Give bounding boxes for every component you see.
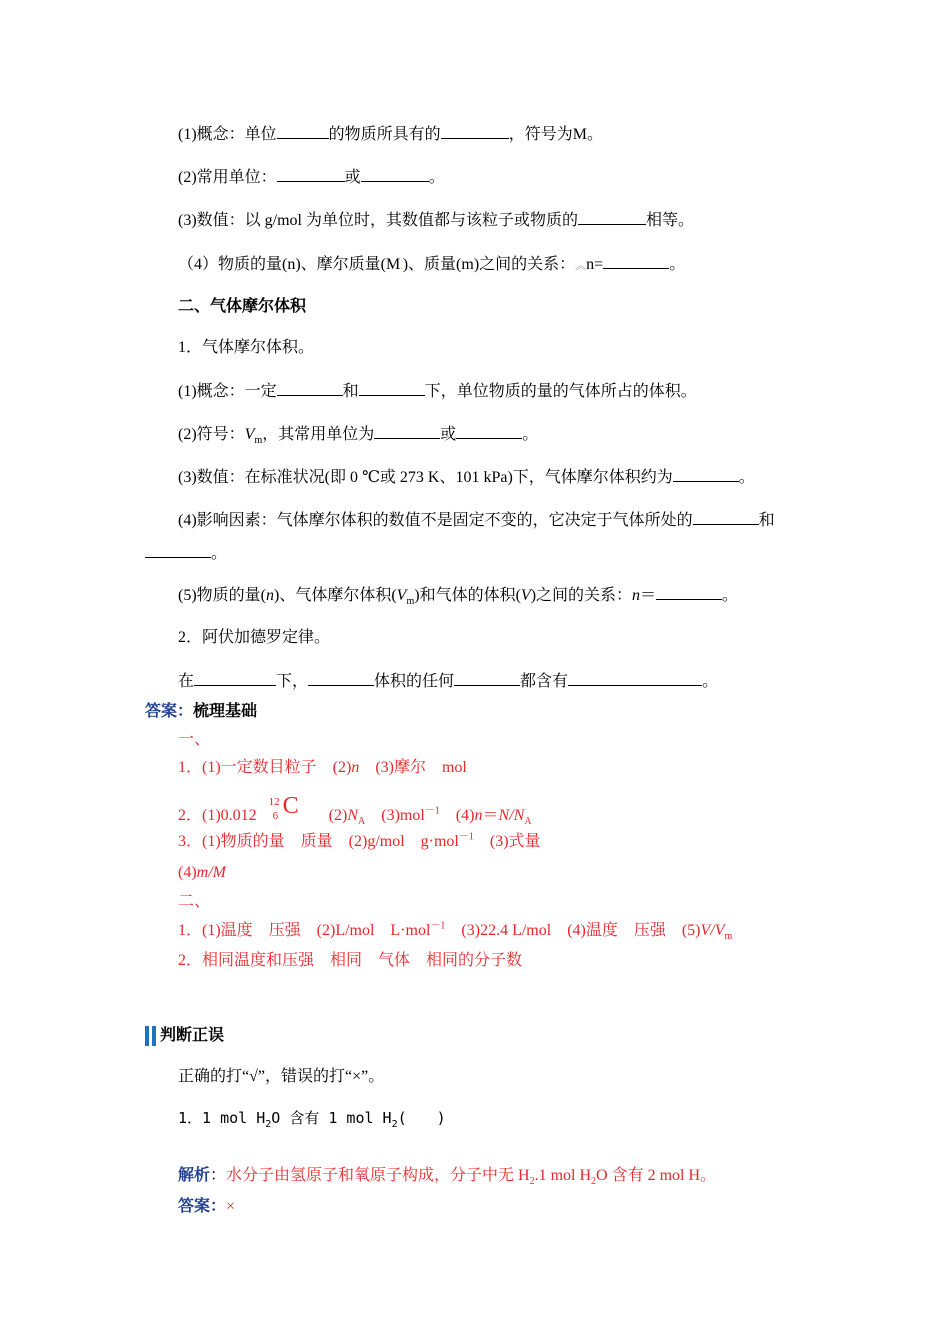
text: m	[724, 931, 733, 943]
text: 2	[265, 1119, 272, 1130]
answer-row	[178, 832, 541, 852]
value-line	[178, 210, 694, 231]
text: V/V	[700, 922, 725, 939]
text: 1．(1)一定数目粒子 (2)	[178, 759, 352, 776]
text: (2)符号：	[178, 426, 245, 443]
text: N	[513, 807, 525, 824]
text: 。	[522, 426, 539, 443]
text: 3．(1)物质的量 质量 (2)g/mol g·mol	[178, 833, 459, 850]
text: m/M	[196, 864, 226, 881]
explanation	[178, 1166, 716, 1186]
carbon-nuclide-symbol	[268, 793, 303, 824]
text: ，符	[508, 126, 541, 143]
text: 下，单位物质的量的气体所占的体积。	[424, 383, 697, 400]
text: V	[520, 587, 531, 604]
text: V	[244, 426, 255, 443]
text: /	[509, 807, 514, 824]
text: m	[406, 596, 415, 608]
dot-icon: .	[400, 261, 403, 272]
text: n	[351, 759, 360, 776]
explanation-label: 解析	[178, 1167, 211, 1184]
fill-blank[interactable]	[456, 424, 522, 439]
text: 或	[344, 169, 361, 186]
text: O 含有 1 mol H	[271, 1109, 392, 1127]
fill-blank[interactable]	[308, 671, 374, 686]
text: (3)数值：以 g/mol 为单位时，其数值都与该粒子或物质的	[178, 212, 578, 229]
gas-relation-line	[178, 585, 738, 606]
text: 和	[758, 512, 775, 529]
text: 或	[440, 426, 457, 443]
judge-answer	[178, 1197, 235, 1217]
text: (3)22.4 L/mol (4)温度 压强 (5)	[445, 922, 701, 939]
text: 2．(1)0.012	[178, 807, 257, 824]
text: (3)式量	[473, 833, 541, 850]
text: )和气体的体积(	[414, 587, 521, 604]
text: (1)概念：单位	[178, 126, 277, 143]
text: V	[396, 587, 407, 604]
text: N	[498, 807, 510, 824]
fill-blank[interactable]	[568, 671, 702, 686]
text: 。	[211, 545, 228, 562]
symbol-line	[178, 424, 538, 445]
text: ( )	[397, 1109, 446, 1127]
text: (2)常用单位：	[178, 169, 277, 186]
fill-blank[interactable]	[454, 671, 520, 686]
text: n=	[586, 256, 604, 273]
text: )、气体摩尔体积(	[274, 587, 397, 604]
factor-line	[178, 510, 775, 531]
text: A	[524, 816, 532, 828]
concept-line	[178, 124, 603, 145]
text: （4）物质的量(n)、摩尔质量(M	[178, 256, 401, 273]
text: 。	[669, 256, 686, 273]
text: ＝	[482, 807, 499, 824]
text: 和	[342, 383, 359, 400]
section-marker-bar	[145, 1026, 149, 1046]
text: (2)	[328, 807, 348, 824]
text: 。	[722, 587, 739, 604]
text: －1	[430, 920, 446, 932]
text: 在	[178, 673, 195, 690]
answer-row: 2．相同温度和压强 相同 气体 相同的分子数	[178, 952, 523, 969]
text: (1)概念：一定	[178, 383, 277, 400]
judge-intro: 正确的打“√”，错误的打“×”。	[178, 1068, 385, 1085]
item-heading: 1．气体摩尔体积。	[178, 339, 315, 356]
text: n	[474, 807, 483, 824]
answer-value: ×	[226, 1198, 236, 1215]
fill-blank[interactable]	[277, 381, 343, 396]
text: A	[358, 816, 366, 828]
text: N	[347, 807, 358, 824]
avogadro-line	[178, 671, 718, 692]
text: )、质量(m)之间的关系：	[402, 256, 576, 273]
text: 。	[586, 126, 603, 143]
text: 水分子由氢原子和氧原子构成，分子中无 H	[226, 1167, 530, 1184]
answer-label: 答案：	[145, 703, 194, 720]
section-marker-bar	[152, 1026, 156, 1046]
text: 。	[738, 469, 755, 486]
relation-line	[178, 254, 685, 277]
mass-number: 12	[268, 796, 280, 808]
text: (3)数值：在标准状况(即 0 ℃或 273 K、101 kPa)下，气体摩尔体积约为	[178, 469, 673, 486]
fill-blank[interactable]	[145, 543, 211, 558]
text: 1．(1)温度 压强 (2)L/mol L·mol	[178, 922, 431, 939]
unit-line	[178, 167, 445, 188]
factor-line-cont	[145, 543, 227, 564]
fill-blank[interactable]	[277, 124, 329, 139]
answer-title: 梳理基础	[193, 703, 258, 720]
element-symbol: C	[282, 793, 299, 819]
text: 2	[391, 1119, 398, 1130]
item-heading: 2．阿伏加德罗定律。	[178, 629, 331, 646]
text: ：	[210, 1167, 227, 1184]
fill-blank[interactable]	[374, 424, 440, 439]
answer-label: 答案：	[178, 1198, 227, 1215]
text: 。	[702, 673, 719, 690]
text: (4)	[439, 807, 475, 824]
text: 相等。	[646, 212, 695, 229]
text: M	[572, 126, 587, 143]
answer-row	[178, 793, 532, 828]
answer-header	[145, 702, 257, 722]
answer-row	[178, 758, 467, 778]
text: 的物质所具有的	[328, 126, 441, 143]
text: .	[534, 1167, 539, 1184]
fill-blank[interactable]	[603, 254, 669, 269]
text: －1	[458, 831, 474, 843]
fill-blank[interactable]	[656, 585, 722, 600]
fill-blank[interactable]	[194, 671, 276, 686]
text: (4)影响因素：气体摩尔体积的数值不是固定不变的，它决定于气体所处的	[178, 512, 693, 529]
fill-blank[interactable]	[277, 167, 345, 182]
text: 1 mol H	[538, 1167, 592, 1184]
text: (5)物质的量(	[178, 587, 266, 604]
text: －1	[424, 805, 440, 817]
gas-concept-line	[178, 381, 697, 402]
text: (4)	[178, 864, 197, 881]
answer-row	[178, 863, 226, 883]
text: O 含有 2 mol H。	[596, 1167, 717, 1184]
std-value-line	[178, 467, 755, 488]
atomic-number: 6	[272, 810, 279, 822]
wave-icon: ︽	[575, 260, 587, 272]
text: 号为	[540, 126, 573, 143]
answer-part-heading: 二、	[178, 893, 211, 910]
text: 2	[591, 1176, 597, 1188]
judge-title: 判断正误	[160, 1027, 225, 1044]
text: (3)摩尔 mol	[359, 759, 467, 776]
text: 。	[428, 169, 445, 186]
question	[178, 1108, 446, 1128]
fill-blank[interactable]	[578, 210, 646, 225]
text: ＝	[640, 587, 657, 604]
answer-part-heading: 一、	[178, 731, 211, 748]
fill-blank[interactable]	[441, 124, 509, 139]
text: 都含有	[520, 673, 569, 690]
text: 体积的任何	[374, 673, 455, 690]
text: 下，	[276, 673, 309, 690]
text: (3)mol	[365, 807, 425, 824]
text: 2	[529, 1176, 535, 1188]
text: n	[266, 587, 274, 604]
text: )之间的关系：	[530, 587, 633, 604]
section-title: 二、气体摩尔体积	[178, 298, 307, 315]
text: n	[632, 587, 641, 604]
text: ，其常用单位为	[262, 426, 375, 443]
text: m	[254, 435, 263, 447]
fill-blank[interactable]	[361, 167, 429, 182]
fill-blank[interactable]	[359, 381, 425, 396]
fill-blank[interactable]	[673, 467, 739, 482]
text: 1．1 mol H	[178, 1109, 266, 1127]
fill-blank[interactable]	[693, 510, 759, 525]
answer-row	[178, 921, 732, 941]
